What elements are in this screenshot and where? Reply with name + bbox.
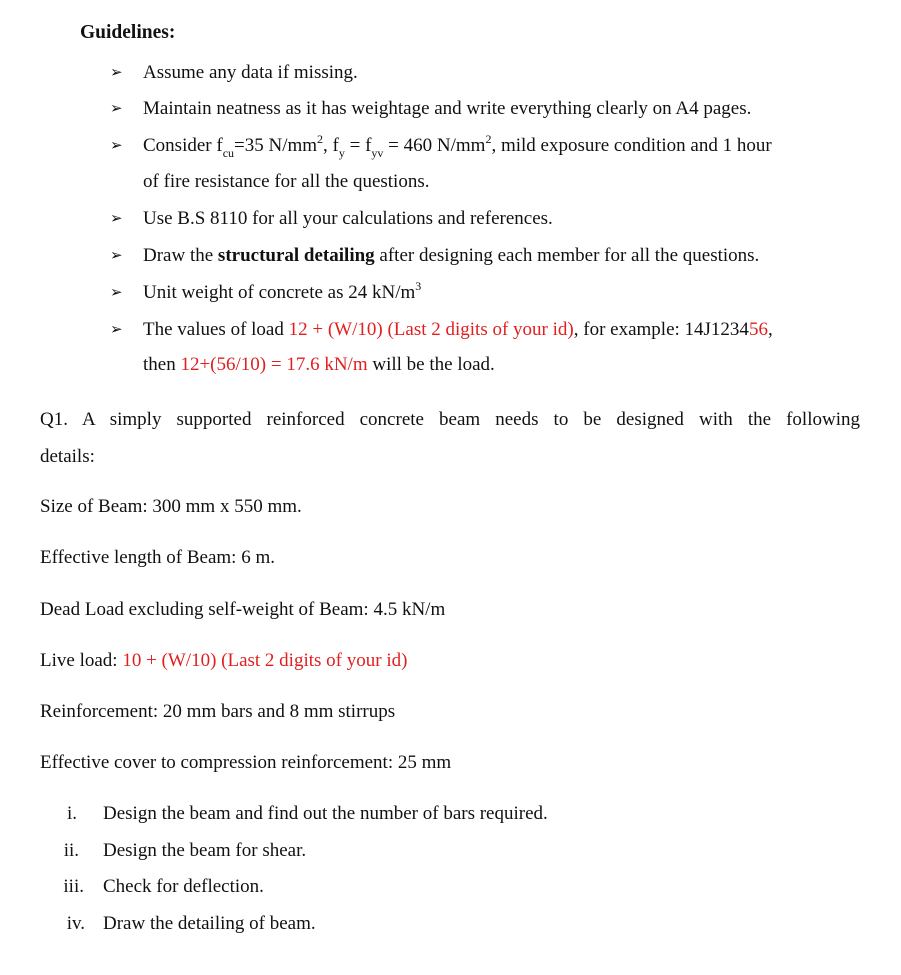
task-number: iv. [66, 913, 85, 934]
detail-reinforcement: Reinforcement: 20 mm bars and 8 mm stirrups [40, 701, 396, 722]
guidelines-heading: Guidelines: [80, 22, 176, 43]
guideline-text: Maintain neatness as it has weightage and write everything clearly on A4 pages. [143, 98, 752, 119]
task-text: Draw the detailing of beam. [103, 913, 316, 934]
live-load-formula: 10 + (W/10) (Last 2 digits of your id) [122, 650, 408, 671]
detail-effective-length: Effective length of Beam: 6 m. [40, 547, 275, 568]
guideline-item-4 [110, 207, 553, 230]
guideline-item-3-continued: of fire resistance for all the questions. [143, 171, 430, 192]
red-digits: 56 [748, 319, 768, 340]
arrow-bullet-icon: ➢ [110, 63, 123, 81]
bold-emphasis: structural detailing [217, 245, 375, 266]
task-text: Design the beam and find out the number of bars required. [103, 803, 548, 824]
task-item-1 [40, 803, 548, 825]
guideline-item-7-continued: then 12+(56/10) = 17.6 kN/m will be the load. [143, 354, 495, 375]
guideline-item-5 [110, 244, 759, 267]
guideline-text: The values of load 12 + (W/10) (Last 2 digits of your id), for example: 14J123456, [143, 319, 773, 340]
guideline-item-7 [110, 318, 773, 341]
guideline-text: Assume any data if missing. [143, 62, 358, 83]
guideline-text: Draw the structural detailing after designing each member for all the questions. [143, 245, 760, 266]
detail-effective-cover: Effective cover to compression reinforcement: 25 mm [40, 752, 452, 773]
arrow-bullet-icon: ➢ [110, 209, 123, 227]
guideline-text: Consider $f_{cu}=35$ $N/mm^2$, $f_y = f_{yv} = 460$ $N/mm^2$, mild exposure condition and 1 hour [143, 131, 772, 160]
arrow-bullet-icon: ➢ [110, 283, 123, 301]
task-text: Check for deflection. [103, 876, 264, 897]
question-line-1: Q1. A simply supported reinforced concrete beam needs to be designed with the following [40, 409, 860, 430]
task-item-2 [40, 840, 306, 862]
question-line-2: details: [40, 446, 95, 467]
task-number: iii. [63, 876, 84, 897]
task-number: ii. [63, 840, 79, 861]
arrow-bullet-icon: ➢ [110, 99, 123, 117]
guideline-text: Unit weight of concrete as 24 $kN/m^3$ [143, 278, 422, 303]
arrow-bullet-icon: ➢ [110, 136, 123, 154]
red-formula: 12 + (W/10) (Last 2 digits of your id) [288, 319, 574, 340]
task-item-3 [40, 876, 264, 898]
guideline-item-2 [110, 97, 751, 120]
guideline-text: Use B.S 8110 for all your calculations and references. [143, 208, 553, 229]
task-number: i. [66, 803, 77, 824]
detail-live-load: Live load: 10 + (W/10) (Last 2 digits of your id) [40, 650, 408, 671]
guideline-item-1 [110, 61, 358, 84]
task-text: Design the beam for shear. [103, 840, 307, 861]
detail-beam-size: Size of Beam: 300 mm x 550 mm. [40, 496, 302, 517]
red-example-result: 12+(56/10) = 17.6 kN/m [180, 354, 368, 375]
detail-dead-load: Dead Load excluding self-weight of Beam: 4.5 kN/m [40, 599, 446, 620]
arrow-bullet-icon: ➢ [110, 246, 123, 264]
guideline-item-3 [110, 131, 772, 160]
guideline-item-6 [110, 278, 422, 304]
arrow-bullet-icon: ➢ [110, 320, 123, 338]
task-item-4 [40, 913, 316, 935]
